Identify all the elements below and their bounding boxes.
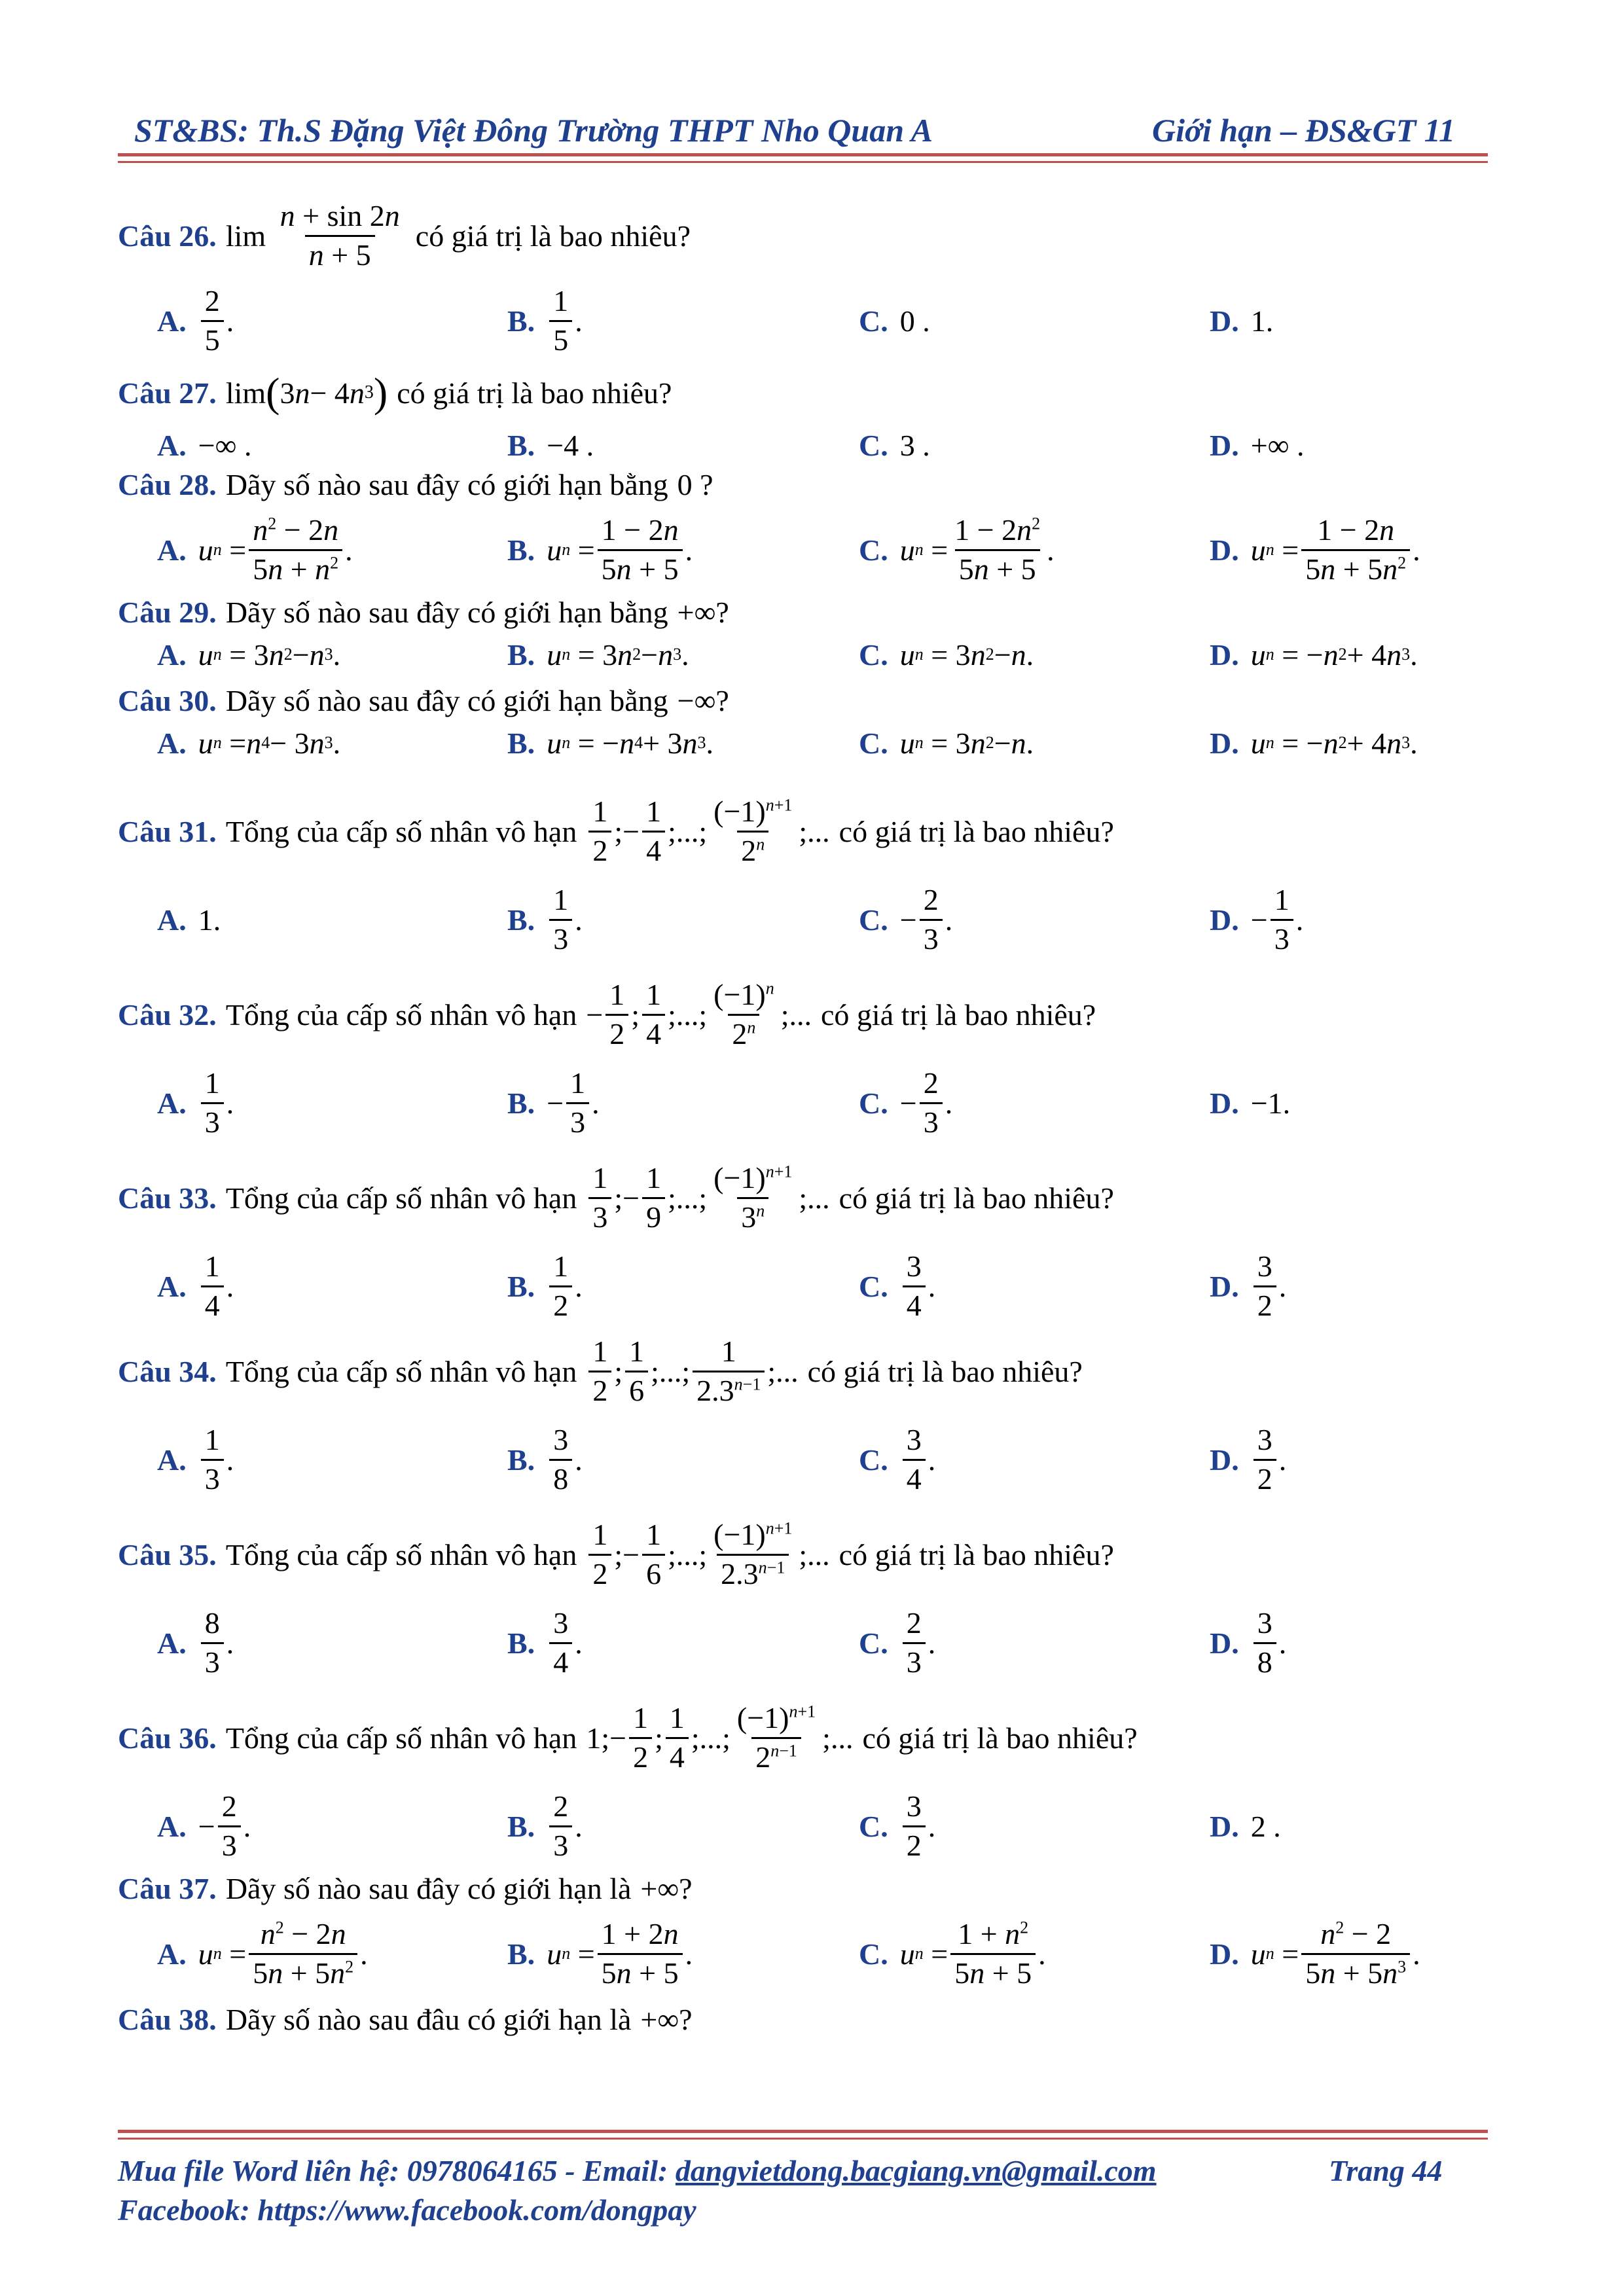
option-b[interactable]: B. 3 8 . bbox=[507, 1423, 583, 1496]
header-rule bbox=[118, 153, 1488, 156]
option-a[interactable]: A. − 2 3 . bbox=[157, 1789, 251, 1862]
option-d[interactable]: D. +∞ . bbox=[1210, 428, 1305, 462]
option-b[interactable]: B. 1 2 . bbox=[507, 1249, 583, 1322]
question-38: Câu 38. Dãy số nào sau đâu có giới hạn là +∞ ? bbox=[118, 2002, 693, 2036]
option-d[interactable]: D. − 1 3 . bbox=[1210, 883, 1304, 956]
option-c[interactable]: C. − 2 3 . bbox=[859, 1066, 953, 1139]
option-c[interactable]: C. u n = $1 - 2n^2$ 5n + 5 . bbox=[859, 513, 1055, 586]
math-expression: lim ( 3 n − 4 n 3 ) bbox=[225, 369, 388, 416]
option-c[interactable]: C. u n = $1 + n^2$ 5n + 5 . bbox=[859, 1917, 1046, 1990]
question-26: Câu 26. lim n + sin 2n n + 5 có giá trị là bao nhiêu? bbox=[118, 199, 691, 272]
option-a[interactable]: A. −∞ . bbox=[157, 428, 252, 462]
option-c[interactable]: C. u n = 3 n 2 − n . bbox=[859, 726, 1034, 760]
question-27: Câu 27. lim ( 3 n − 4 n 3 ) có giá trị là bao nhiêu? bbox=[118, 369, 672, 416]
question-34: Câu 34. Tổng của cấp số nhân vô hạn 1 2 ; 1 6 ;...; 1 $2.3^{n-1}$ ;... có giá trị là bao nhiêu? bbox=[118, 1335, 1083, 1407]
option-c[interactable]: C. 2 3 . bbox=[859, 1606, 936, 1679]
option-a[interactable]: A. u n = $n^2 - 2n$ $5n + 5n^2$ . bbox=[157, 1917, 368, 1990]
option-d[interactable]: D. 3 2 . bbox=[1210, 1249, 1287, 1322]
option-c[interactable]: C. − 2 3 . bbox=[859, 883, 953, 956]
page-number: Trang 44 bbox=[1329, 2154, 1443, 2187]
option-c[interactable]: C. 0 . bbox=[859, 304, 930, 338]
option-b[interactable]: B. 1 5 . bbox=[507, 284, 583, 357]
option-a[interactable]: A. u n = n 4 − 3 n 3 . bbox=[157, 726, 341, 760]
option-a[interactable]: A. 8 3 . bbox=[157, 1606, 234, 1679]
option-a[interactable]: A. 2 5 . bbox=[157, 284, 234, 357]
header-right: Giới hạn – ĐS&GT 11 bbox=[1152, 112, 1456, 149]
option-c[interactable]: C. u n = 3 n 2 − n . bbox=[859, 637, 1034, 672]
option-c[interactable]: C. 3 2 . bbox=[859, 1789, 936, 1862]
email-link[interactable]: dangvietdong.bacgiang.vn@gmail.com bbox=[675, 2154, 1157, 2187]
option-b[interactable]: B. u n = 1 + 2n 5n + 5 . bbox=[507, 1917, 693, 1990]
option-b[interactable]: B. −4 . bbox=[507, 428, 594, 462]
question-36: Câu 36. Tổng của cấp số nhân vô hạn 1;− 1 2 ; 1 4 ;...; $(-1)^{n+1}$ $2^{n-1}$ ;... có giá trị là bao nhiêu? bbox=[118, 1701, 1138, 1774]
option-d[interactable]: D. 2 . bbox=[1210, 1809, 1281, 1843]
option-d[interactable]: D. −1. bbox=[1210, 1086, 1291, 1120]
option-a[interactable]: A. 1 3 . bbox=[157, 1066, 234, 1139]
option-b[interactable]: B. − 1 3 . bbox=[507, 1066, 600, 1139]
option-c[interactable]: C. 3 4 . bbox=[859, 1423, 936, 1496]
header-left: ST&BS: Th.S Đặng Việt Đông Trường THPT Nho Quan A bbox=[134, 112, 933, 149]
option-c[interactable]: C. 3 4 . bbox=[859, 1249, 936, 1322]
question-32: Câu 32. Tổng của cấp số nhân vô hạn − 1 2 ; 1 4 ;...; $(-1)^n$ 2$^n$ ;... có giá trị là bao nhiêu? bbox=[118, 978, 1096, 1050]
option-d[interactable]: D. 1. bbox=[1210, 304, 1274, 338]
option-d[interactable]: D. 3 8 . bbox=[1210, 1606, 1287, 1679]
question-35: Câu 35. Tổng của cấp số nhân vô hạn 1 2 ;− 1 6 ;...; $(-1)^{n+1}$ $2.3^{n-1}$ ;... có giá trị là bao nhiêu? bbox=[118, 1518, 1114, 1590]
option-b[interactable]: B. 3 4 . bbox=[507, 1606, 583, 1679]
footer-contact: Mua file Word liên hệ: 0978064165 - Email: dangvietdong.bacgiang.vn@gmail.com bbox=[118, 2154, 1157, 2187]
option-a[interactable]: A. 1 4 . bbox=[157, 1249, 234, 1322]
footer-rule bbox=[118, 2130, 1488, 2133]
option-d[interactable]: D. u n = − n 2 + 4 n 3 . bbox=[1210, 726, 1418, 760]
header-rule-thin bbox=[118, 161, 1488, 163]
question-29: Câu 29. Dãy số nào sau đây có giới hạn bằng +∞ ? bbox=[118, 595, 729, 629]
question-37: Câu 37. Dãy số nào sau đây có giới hạn là +∞ ? bbox=[118, 1871, 693, 1905]
question-33: Câu 33. Tổng của cấp số nhân vô hạn 1 3 ;− 1 9 ;...; $(-1)^{n+1}$ 3$^n$ ;... có giá trị là bao nhiêu? bbox=[118, 1161, 1114, 1234]
option-d[interactable]: D. u n = $n^2 - 2$ $5n + 5n^3$ . bbox=[1210, 1917, 1420, 1990]
math-expression: lim n + sin 2n n + 5 bbox=[225, 199, 400, 272]
option-b[interactable]: B. u n = 3 n 2 − n 3 . bbox=[507, 637, 689, 672]
option-b[interactable]: B. 2 3 . bbox=[507, 1789, 583, 1862]
option-c[interactable]: C. 3 . bbox=[859, 428, 930, 462]
question-31: Câu 31. Tổng của cấp số nhân vô hạn 1 2 ;− 1 4 ;...; $(-1)^{n+1}$ 2$^n$ ;... có giá trị là bao nhiêu? bbox=[118, 795, 1114, 867]
question-30: Câu 30. Dãy số nào sau đây có giới hạn bằng −∞ ? bbox=[118, 683, 729, 717]
option-b[interactable]: B. u n = 1 − 2n 5n + 5 . bbox=[507, 513, 693, 586]
option-b[interactable]: B. 1 3 . bbox=[507, 883, 583, 956]
option-d[interactable]: D. u n = − n 2 + 4 n 3 . bbox=[1210, 637, 1418, 672]
option-a[interactable]: A. 1 3 . bbox=[157, 1423, 234, 1496]
option-a[interactable]: A. u n = $n^2 - 2n$ $5n + n^2$ . bbox=[157, 513, 353, 586]
option-a[interactable]: A. 1. bbox=[157, 903, 221, 937]
option-a[interactable]: A. u n = 3 n 2 − n 3 . bbox=[157, 637, 341, 672]
footer-rule-thin bbox=[118, 2138, 1488, 2140]
option-d[interactable]: D. 3 2 . bbox=[1210, 1423, 1287, 1496]
option-d[interactable]: D. u n = 1 − 2n $5n + 5n^2$ . bbox=[1210, 513, 1420, 586]
question-28: Câu 28. Dãy số nào sau đây có giới hạn bằng 0 ? bbox=[118, 467, 713, 501]
facebook-link[interactable]: Facebook: https://www.facebook.com/dongpay bbox=[118, 2193, 696, 2227]
option-b[interactable]: B. u n = − n 4 + 3 n 3 . bbox=[507, 726, 714, 760]
